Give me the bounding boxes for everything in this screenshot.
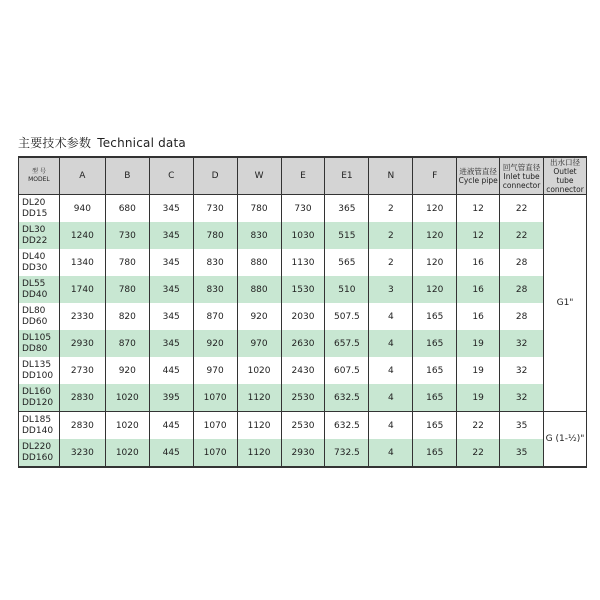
model-dl: DL185 [22,414,52,425]
model-cell [19,330,60,357]
model-dl: DL20 [22,197,46,208]
value-cell: 22 [457,439,500,467]
value-cell: 345 [149,195,193,223]
model-dd: DD100 [22,370,54,381]
model-dl: DL40 [22,251,46,262]
value-cell: 2 [369,222,413,249]
model-dl: DL105 [22,332,52,343]
value-cell: 1530 [281,276,325,303]
value-cell: 830 [237,222,281,249]
value-cell: 165 [413,303,457,330]
header-model-en: MODEL [28,176,50,183]
value-cell: 22 [500,222,544,249]
value-cell: 940 [59,195,105,223]
value-cell: 32 [500,384,544,412]
section-title-zh: 主要技术参数 [18,136,92,150]
value-cell: 120 [413,276,457,303]
model-dd: DD40 [22,289,48,300]
value-cell: 22 [457,412,500,440]
value-cell: 19 [457,357,500,384]
table-row [19,276,587,303]
value-cell: 4 [369,303,413,330]
table-row [19,249,587,276]
value-cell: 2 [369,249,413,276]
value-cell: 920 [193,330,237,357]
header-col-e1: E1 [325,157,369,195]
value-cell: 2330 [59,303,105,330]
header-outlet-en: Outlet tube connector [546,167,584,194]
value-cell: 780 [193,222,237,249]
value-cell: 1020 [105,412,149,440]
value-cell: 22 [500,195,544,223]
model-dl: DL220 [22,441,52,452]
value-cell: 870 [105,330,149,357]
value-cell: 345 [149,249,193,276]
value-cell: 3 [369,276,413,303]
value-cell: 680 [105,195,149,223]
model-dd: DD120 [22,397,54,408]
model-cell [19,276,60,303]
technical-data-table [18,156,587,468]
value-cell: 880 [237,249,281,276]
model-dl: DL30 [22,224,46,235]
value-cell: 35 [500,412,544,440]
value-cell: 1740 [59,276,105,303]
value-cell: 35 [500,439,544,467]
table-row [19,195,587,223]
value-cell: 732.5 [325,439,369,467]
outlet-size-g1: G1" [544,195,587,412]
model-dd: DD15 [22,208,48,219]
value-cell: 2930 [59,330,105,357]
model-cell [19,249,60,276]
value-cell: 820 [105,303,149,330]
value-cell: 1120 [237,439,281,467]
model-dd: DD30 [22,262,48,273]
value-cell: 1030 [281,222,325,249]
header-col-e: E [281,157,325,195]
header-inlet-zh: 回气管直径 [502,162,541,172]
value-cell: 632.5 [325,384,369,412]
value-cell: 4 [369,412,413,440]
header-col-b: B [105,157,149,195]
value-cell: 16 [457,303,500,330]
value-cell: 2930 [281,439,325,467]
value-cell: 970 [237,330,281,357]
value-cell: 1240 [59,222,105,249]
value-cell: 32 [500,357,544,384]
value-cell: 730 [193,195,237,223]
header-col-a: A [59,157,105,195]
value-cell: 830 [193,249,237,276]
value-cell: 2830 [59,412,105,440]
value-cell: 165 [413,439,457,467]
value-cell: 730 [281,195,325,223]
value-cell: 2630 [281,330,325,357]
value-cell: 607.5 [325,357,369,384]
model-cell [19,412,60,440]
value-cell: 1070 [193,412,237,440]
value-cell: 507.5 [325,303,369,330]
value-cell: 19 [457,384,500,412]
header-row [19,157,587,195]
value-cell: 1020 [105,439,149,467]
value-cell: 1340 [59,249,105,276]
table-row [19,412,587,440]
value-cell: 120 [413,249,457,276]
value-cell: 830 [193,276,237,303]
value-cell: 365 [325,195,369,223]
value-cell: 3230 [59,439,105,467]
header-cycle-en: Cycle pipe [458,176,498,185]
table-row [19,330,587,357]
value-cell: 445 [149,357,193,384]
table-row [19,384,587,412]
value-cell: 880 [237,276,281,303]
table-row [19,439,587,467]
table-row [19,222,587,249]
value-cell: 2530 [281,384,325,412]
header-col-d: D [193,157,237,195]
value-cell: 28 [500,276,544,303]
value-cell: 345 [149,276,193,303]
model-dd: DD140 [22,425,54,436]
value-cell: 12 [457,222,500,249]
value-cell: 16 [457,276,500,303]
value-cell: 165 [413,384,457,412]
model-cell [19,195,60,223]
header-col-w: W [237,157,281,195]
value-cell: 4 [369,330,413,357]
value-cell: 165 [413,412,457,440]
value-cell: 28 [500,303,544,330]
value-cell: 2430 [281,357,325,384]
header-inlet-en: Inlet tube connector [502,171,541,190]
value-cell: 395 [149,384,193,412]
value-cell: 657.5 [325,330,369,357]
model-cell [19,357,60,384]
header-col-c: C [149,157,193,195]
value-cell: 345 [149,303,193,330]
model-dl: DL135 [22,359,52,370]
value-cell: 165 [413,357,457,384]
model-dl: DL55 [22,278,46,289]
value-cell: 515 [325,222,369,249]
model-cell [19,303,60,330]
section-title-en: Technical data [97,136,186,150]
model-dl: DL80 [22,305,46,316]
model-dd: DD60 [22,316,48,327]
outlet-size-g1-half: G (1-½)" [544,412,587,468]
header-outlet-zh: 出水口径 [550,158,581,167]
header-cycle-zh: 进液管直径 [459,167,497,176]
value-cell: 1120 [237,412,281,440]
model-cell [19,384,60,412]
table-body [19,195,587,468]
value-cell: 780 [237,195,281,223]
value-cell: 345 [149,222,193,249]
value-cell: 920 [237,303,281,330]
value-cell: 1070 [193,384,237,412]
value-cell: 870 [193,303,237,330]
model-dl: DL160 [22,386,52,397]
value-cell: 510 [325,276,369,303]
value-cell: 345 [149,330,193,357]
model-dd: DD80 [22,343,48,354]
value-cell: 632.5 [325,412,369,440]
value-cell: 2830 [59,384,105,412]
value-cell: 1070 [193,439,237,467]
value-cell: 780 [105,276,149,303]
model-cell [19,439,60,467]
value-cell: 2 [369,195,413,223]
value-cell: 120 [413,195,457,223]
table-row [19,303,587,330]
value-cell: 4 [369,357,413,384]
value-cell: 120 [413,222,457,249]
value-cell: 32 [500,330,544,357]
value-cell: 4 [369,384,413,412]
header-outlet-tube [544,157,587,195]
value-cell: 2030 [281,303,325,330]
section-title [18,134,186,151]
value-cell: 445 [149,412,193,440]
header-model [19,157,60,195]
value-cell: 1120 [237,384,281,412]
value-cell: 4 [369,439,413,467]
value-cell: 445 [149,439,193,467]
value-cell: 28 [500,249,544,276]
model-dd: DD160 [22,452,54,463]
value-cell: 970 [193,357,237,384]
model-cell [19,222,60,249]
value-cell: 1020 [105,384,149,412]
value-cell: 16 [457,249,500,276]
value-cell: 165 [413,330,457,357]
value-cell: 1130 [281,249,325,276]
header-col-n: N [369,157,413,195]
table-row [19,357,587,384]
model-dd: DD22 [22,235,48,246]
value-cell: 730 [105,222,149,249]
header-inlet-tube [500,157,544,195]
value-cell: 565 [325,249,369,276]
header-col-f: F [413,157,457,195]
header-cycle-pipe [457,157,500,195]
value-cell: 12 [457,195,500,223]
value-cell: 780 [105,249,149,276]
value-cell: 2530 [281,412,325,440]
header-model-zh: 型 号 [31,168,46,175]
value-cell: 920 [105,357,149,384]
value-cell: 19 [457,330,500,357]
value-cell: 2730 [59,357,105,384]
value-cell: 1020 [237,357,281,384]
